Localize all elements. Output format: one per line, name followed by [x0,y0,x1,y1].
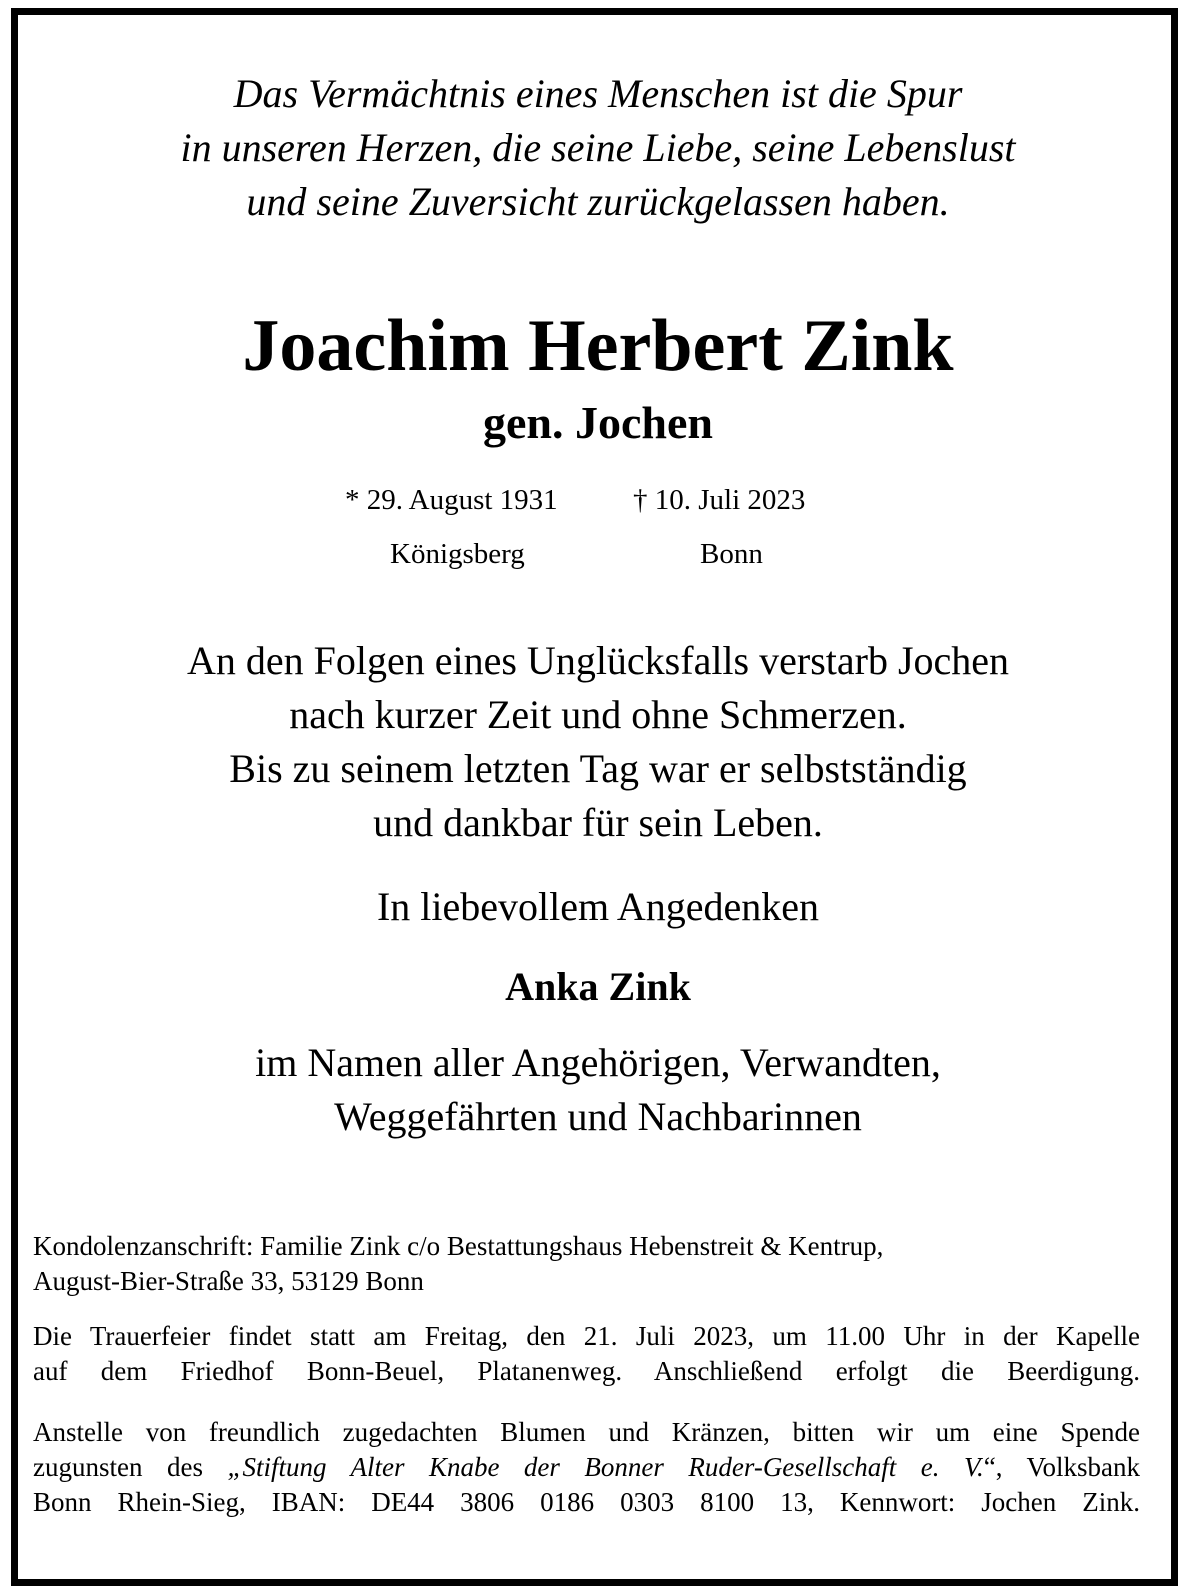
ceremony-line: Die Trauerfeier findet statt am Freitag, den 21. Juli 2023, um 11.00 Uhr in der Kapelle [33,1321,1140,1351]
deceased-name: Joachim Herbert Zink [242,305,954,387]
behalf-line: im Namen aller Angehörigen, Verwandten, [255,1040,941,1085]
message-line: nach kurzer Zeit und ohne Schmerzen. [289,692,907,737]
donation-request [33,1415,1140,1520]
donation-text: zugunsten des [33,1452,228,1482]
motto-line: Das Vermächtnis eines Menschen ist die Spur [233,71,963,116]
deceased-nickname: gen. Jochen [483,397,713,448]
motto-line: in unseren Herzen, die seine Liebe, seine Lebenslust [180,125,1016,170]
behalf-line: Weggefährten und Nachbarinnen [334,1094,862,1139]
donation-line: Anstelle von freundlich zugedachten Blumen und Kränzen, bitten wir um eine Spende [33,1417,1140,1447]
birth-date: * 29. August 1931 [345,484,558,516]
message-line: Bis zu seinem letzten Tag war er selbstständig [229,746,967,791]
behalf-of [0,1036,1196,1144]
condolence-line: August-Bier-Straße 33, 53129 Bonn [33,1266,424,1296]
death-message [0,634,1196,850]
condolence-line: Kondolenzanschrift: Familie Zink c/o Bestattungshaus Hebenstreit & Kentrup, [33,1231,884,1261]
birth-place: Königsberg [390,538,525,570]
message-line: An den Folgen eines Unglücksfalls verstarb Jochen [186,638,1010,683]
condolence-address [33,1229,1140,1299]
motto-quote [0,67,1196,229]
donation-text: “, Volksbank [983,1452,1141,1482]
death-place: Bonn [700,538,763,570]
foundation-name: „Stiftung Alter Knabe der Bonner Ruder-Gesellschaft e. V. [227,1452,984,1482]
donation-line: Bonn Rhein-Sieg, IBAN: DE44 3806 0186 0303 8100 13, Kennwort: Jochen Zink. [33,1487,1140,1517]
motto-line: und seine Zuversicht zurückgelassen haben. [246,179,950,224]
ceremony-line: auf dem Friedhof Bonn-Beuel, Platanenweg. Anschließend erfolgt die Beerdigung. [33,1356,1140,1386]
message-line: und dankbar für sein Leben. [373,800,823,845]
death-date: † 10. Juli 2023 [633,484,806,516]
memory-line: In liebevollem Angedenken [376,884,820,929]
signer-name: Anka Zink [505,964,691,1009]
funeral-ceremony-info [33,1319,1140,1389]
donation-line [33,1450,1140,1485]
